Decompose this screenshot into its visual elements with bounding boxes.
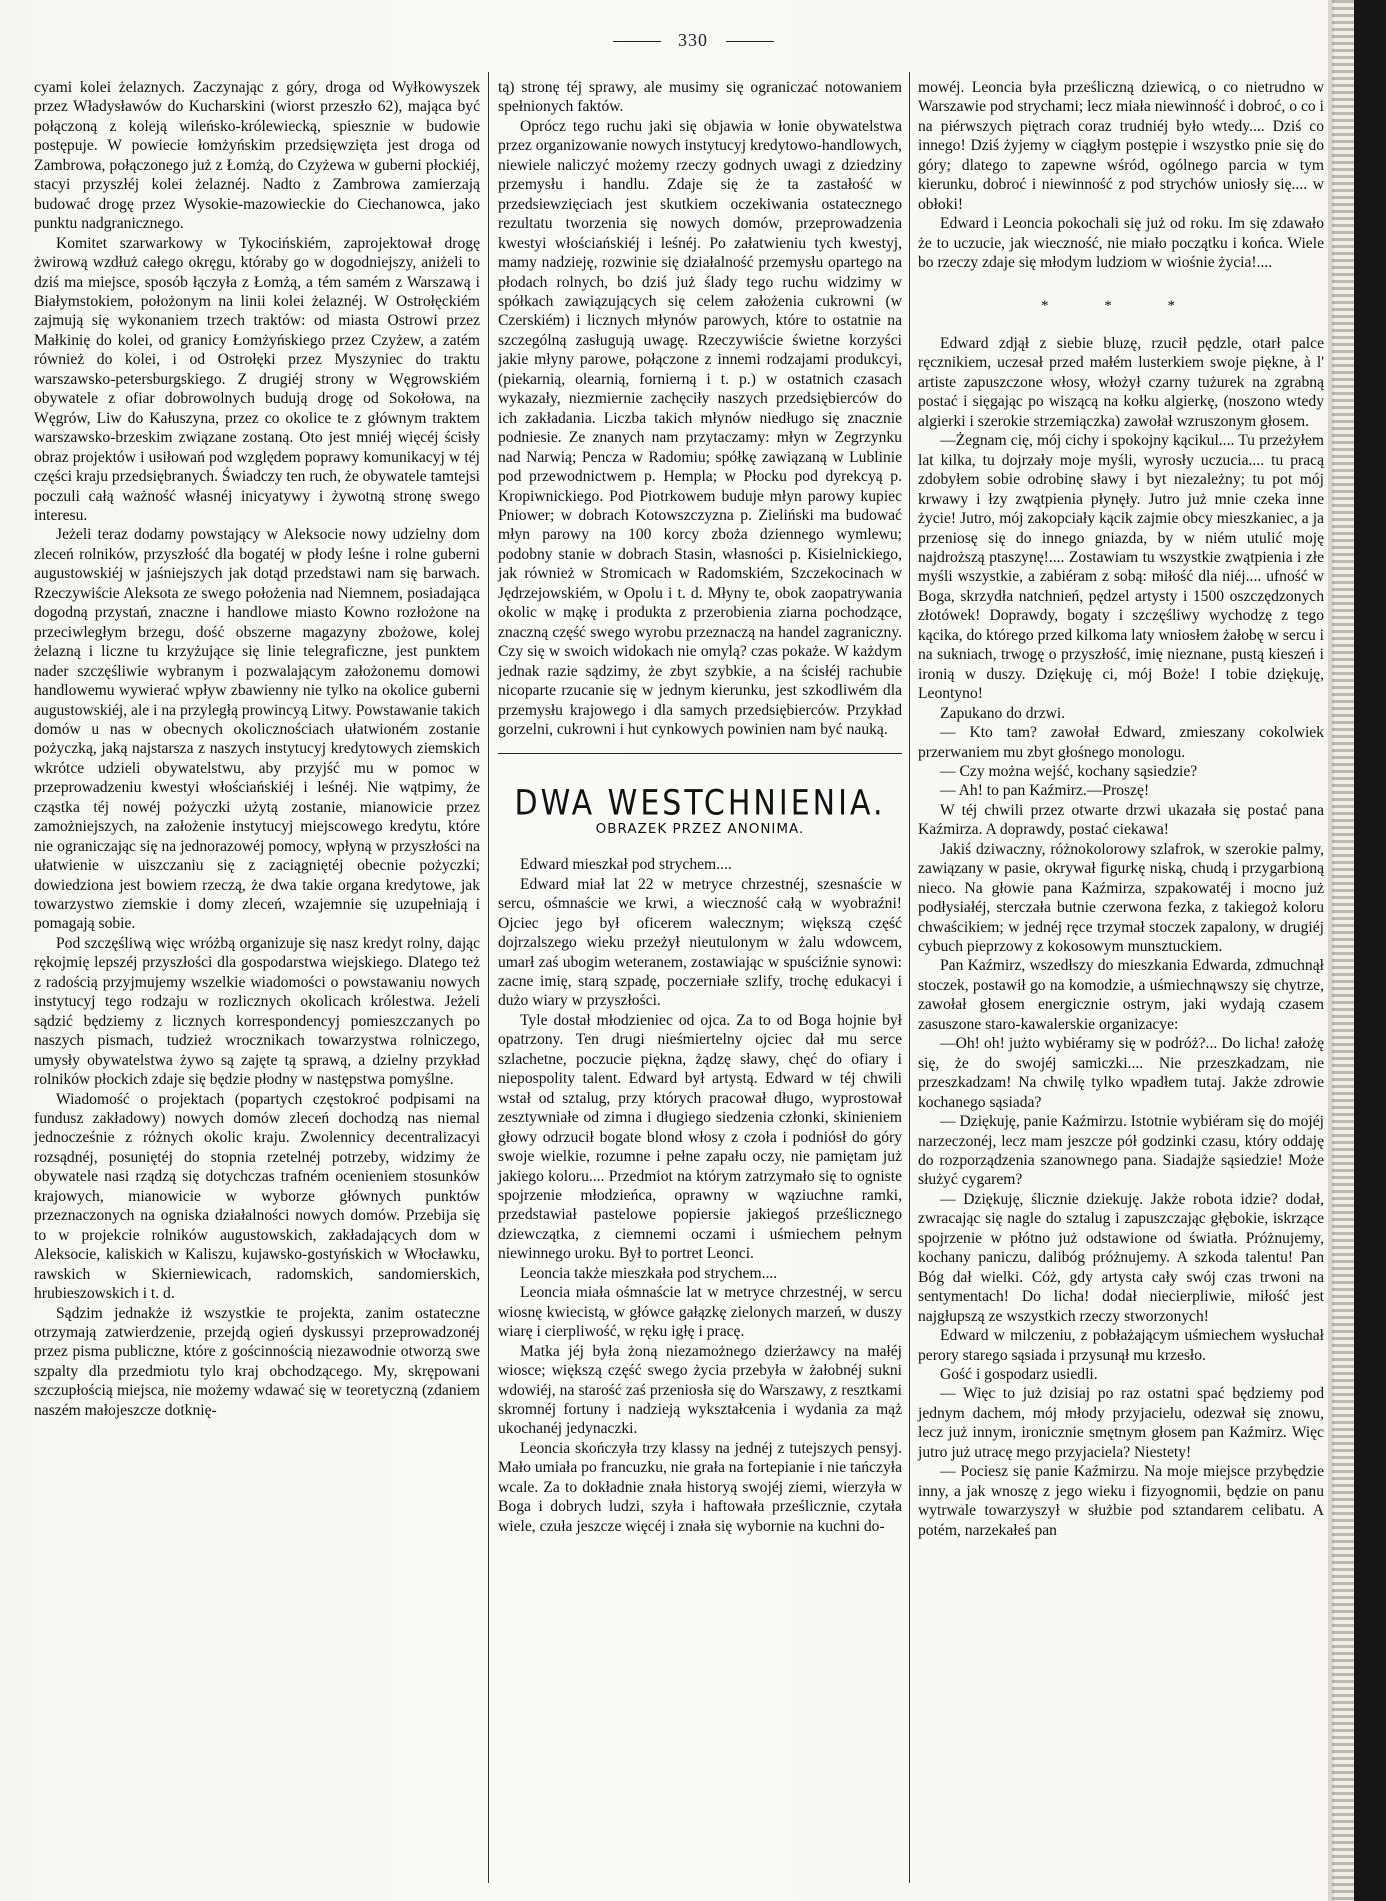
- folio-rule-right: [726, 41, 774, 42]
- page-number-text: 330: [678, 30, 708, 50]
- story-column-3: [918, 78, 1324, 1540]
- paragraph: mowéj. Leoncia była prześliczną dziewicą, o co nietrudno w Warszawie pod strychami; lecz miała niewinność i dobroć, o co i na piérwszych piętrach coraz trudniéj było wtedy.... Dziś co innego! Dziś żyjemy w ciągłym postępie i wszystko pnie się do góry; dlatego to zapewne wśród, ogólnego parcia w tym kierunku, dobroć i niewinność z pod strychów uniosły się.... w obłoki!: [918, 79, 1324, 213]
- paragraph: Edward w milczeniu, z pobłażającym uśmiechem wysłuchał perory starego sąsiada i przysunął mu krzesło.: [918, 1327, 1324, 1364]
- paragraph: Leoncia także mieszkała pod strychem....: [520, 1264, 778, 1282]
- paragraph: Oprócz tego ruchu jaki się objawia w łonie obywatelstwa przez organizowanie nowych instytucyj kredytowo-handlowych, niewiele naliczyć możemy rzeczy godnych uwagi z dziedziny przemysłu i handlu. Zdaje się że ta zastałość w przedsiewzięciach jest skutkiem oczekiwania ostatecznego rezultatu tworzenia się nowych domów, przeprowadzenia kwestyi włościańskiéj i leśnéj. Po załatwieniu tych kwestyj, mamy nadzieję, rozwinie się działalność przemysłu opartego na płodach rolnych, bo dziś już ślady tego ruchu widzimy w spółkach zawiązujących się celem założenia cukrowni (w Czerskiém) i licznych młynów parowych, które to ostatnie na szczególną zasługują uwagę. Rzeczywiście świetne korzyści jakie młyny parowe, połączone z innemi rodzajami produkcyi, (piekarnią, olearnią, fornierną i t. p.) w ostatnich czasach wykazały, niezmiernie zachęciły naszych przedsiębierców do ich zakładania. Liczba takich młynów niedługo się znacznie podniesie. Ze znanych nam przytaczamy: młyn w Zegrzynku nad Narwią; Pencza w Radomiu; spółkę zawiązaną w Lublinie pod przewodnictwem p. Hempla; w Płocku pod dyrekcyą p. Kropiwnickiego. Pod Piotrkowem buduje młyn parowy kupiec Pniower; w dobrach Kotowszczyzna p. Zieliński ma budować młyn parowy na 100 korcy zboża dziennego wymlewu; podobny stanie w dobrach Stasin, własności p. Kisielnickiego, jak również w Stromicach w Radomskiém, Szczekocinach w Jędrzejowskiém, w Opolu i t. d. Młyny te, obok zaopatrywania okolic w mąkę i produkta z przerobienia ziarna pochodzące, znaczną część swego wyrobu przeznaczą na handel zagraniczny. Czy się w swoich widokach nie omylą? czas pokaże. W każdym jednak razie sądzimy, że zbyt szybkie, a na ścisłéj rachubie nicoparte rzucanie się w jednym kierunku, jest szkodliwém dla przemysłu krajowego i dla samych przedsiębierców. Przykład gorzelni, cukrowni i hut cynkowych powinien nam być nauką.: [498, 117, 902, 738]
- paragraph: Edward i Leoncia pokochali się już od roku. Im się zdawało że to uczucie, jak wieczność, nie miało początku i końca. Wiele bo rzeczy zdaje się młodym ludziom w wiośnie życia!....: [918, 215, 1324, 272]
- paragraph: — Więc to już dzisiaj po raz ostatni spać będziemy pod jednym dachem, mój młody przyjacielu, odezwał się znowu, lecz już innym, ironicznie smętnym głosem pan Kaźmirz. Więc jutro już utracę mego przyjaciela? Niestety!: [918, 1385, 1324, 1461]
- binding-edge: [1354, 0, 1386, 1901]
- paragraph: — Czy można wejść, kochany sąsiedzie?: [940, 762, 1198, 780]
- folio-rule-left: [613, 41, 661, 42]
- paragraph: — Dziękuję, ślicznie dziekuję. Jakże robota idzie? dodał, zwracając się nagle do sztalug i zapuszczając głębokie, iskrzące spojrzenie w płótno już odstawione od światła. Próżnujemy, kochany paniczu, dalibóg próżnujemy. A szkoda talentu! Pan Bóg dał wielki. Cóż, gdy artysta cały swój czas trwoni na sentymentach! Do licha! dodał niecierpliwie, miłość jest najgłupszą ze wszystkich rzeczy stworzonych!: [918, 1190, 1324, 1325]
- paragraph: Pan Kaźmirz, wszedłszy do mieszkania Edwarda, zdmuchnął stoczek, postawił go na komodzie, a uśmiechnąwszy się chytrze, zawołał głosem energicznie ostrym, jaki wydają czasem zasuszone staro-kawalerskie organizacye:: [918, 957, 1324, 1033]
- story-title: DWA WESTCHNIENIA.: [514, 783, 886, 824]
- paragraph: cyami kolei żelaznych. Zaczynając z góry, droga od Wyłkowyszek przez Władysławów do Kucharskini (wiorst przeszło 62), mająca być połączoną z koleją wileńsko-królewiecką, spiesznie w budowie postępuje. W powiecie łomżyńskim przedsięwzięta jest droga od Zambrowa, połączonego już z Łomżą, do Czyżewa w guberni płockiéj, stacyi przyszłéj kolei żelaznéj. Nadto z Zambrowa zamierzają budować drogę przez Wysokie-mazowieckie do Ciechanowca, jako punktu nadgranicznego.: [34, 79, 480, 233]
- paragraph: — Pociesz się panie Kaźmirzu. Na moje miejsce przybędzie inny, a jak wnoszę z jego wieku i fizyognomii, będzie on panu wytrwale towarzyszył w służbie pod sztandarem celibatu. A potém, narzekałeś pan: [918, 1463, 1324, 1539]
- paragraph: — Dziękuję, panie Kaźmirzu. Istotnie wybiéram się do mojéj narzeczonéj, lecz mam jeszcze pół godzinki czasu, który oddaję do rozporządzenia szanownego pana. Siadajże sąsiedzie! Może służyć cygarem?: [918, 1113, 1324, 1189]
- paragraph: Sądzim jednakże iż wszystkie te projekta, zanim ostateczne otrzymają zatwierdzenie, przejdą ogień dyskussyi przeprowadzonéj przez pisma publiczne, które z gościnnością niezawodnie otworzą swe szpalty dla przedmiotu tylo kraj obchodzącego. My, skrępowani szczupłością miejsca, nie możemy wdawać się w teoretyczną (zdaniem naszém małojeszcze dotknię-: [34, 1304, 480, 1419]
- paragraph: Tyle dostał młodzieniec od ojca. Za to od Boga hojnie był opatrzony. Ten drugi nieśmiertelny ojciec dał mu serce szlachetne, poczucie piękna, żądzę sławy, chęć do ofiary i niepospolity talent. Edward był artystą. Edward w téj chwili wstał od sztalug, przy których pracował długo, wyprostował zesztywniałe od zimna i długiego siedzenia członki, skinieniem głowy odrzucił bogate blond włosy z czoła i podniósł do góry swoje wielkie, rozumne i pełne zapału oczy, nie pamiętam już jakiego koloru.... Przedmiot na którym zatrzymało się to ogniste spojrzenie młodzieńca, oprawny w wąziuchne ramki, przedstawiał pastelowe popiersie jakiegoś prześlicznego dziewczątka, z ciemnemi oczami i uśmiechem pełnym niewinnego uroku. Był to portret Leonci.: [498, 1011, 902, 1263]
- paragraph: — Ah! to pan Kaźmirz.—Proszę!: [940, 782, 1150, 800]
- story-subtitle: OBRAZEK PRZEZ ANONIMA.: [595, 820, 805, 837]
- article-column-2: [498, 78, 902, 1536]
- article-column-1: [34, 78, 480, 1420]
- adjacent-page-strip: [1332, 0, 1354, 1901]
- paragraph: Jakiś dziwaczny, różnokolorowy szlafrok, w szerokie palmy, zawiązany w pasie, okrywał figurkę niską, chudą i przygarbioną nieco. Na głowie pana Kaźmirza, szpakowatéj i mocno już podłysiałéj, sterczała butnie czerwona fezka, z takiegoż koloru chwaścikiem; w jednéj ręce trzymał stoczek zapalony, w drugiéj cybuch pieprzowy z kokosowym munsztuckiem.: [918, 840, 1324, 956]
- paragraph: tą) stronę téj sprawy, ale musimy się ograniczać notowaniem spełnionych faktów.: [498, 79, 902, 116]
- section-rule: [498, 753, 902, 754]
- paragraph: Gość i gospodarz usiedli.: [940, 1366, 1098, 1383]
- paragraph: Edward mieszkał pod strychem....: [520, 856, 732, 874]
- paragraph: — Kto tam? zawołał Edward, zmieszany cokolwiek przerwaniem mu zbyt głośnego monologu.: [918, 724, 1324, 761]
- paragraph: —Żegnam cię, mój cichy i spokojny kącikul.... Tu przeżyłem lat kilka, tu dojrzały moje myśli, wyrosły uczucia.... tu pracą zdobyłem sobie odrobinę sławy i byt niezależny; tu pot mój krwawy i łzy zwątpienia płynęły. Jutro już mnie czeka inne życie! Jutro, mój zakopciały kącik zajmie obcy mieszkaniec, a ja przeniosę się do innego gniazda, by w niém utulić moję najdroższą ptaszynę!.... Zostawiam tu wszystkie zwątpienia i złe myśli wszystkie, a zabiéram z sobą: miłość dla niéj.... ufność w Boga, skrzydła natchnień, pędzel artysty i 1500 oszczędzonych złotówek! Doprawdy, bogaty i szczęśliwy wychodzę z tego kącika, do którego przed kilkoma laty wniosłem żałobę w sercu i na sukniach, trwogę o przyszłość, imię nieznane, pustą kieszeń i ironią w duszy. Dziękuję ci, mój Boże! I tobie dziękuję, Leontyno!: [918, 432, 1324, 703]
- paragraph: Zapukano do drzwi.: [940, 704, 1066, 722]
- column-divider: [909, 72, 910, 1883]
- paragraph: Edward miał lat 22 w metryce chrzestnéj, szesnaście w sercu, ośmnaście we krwi, a wieczność całą w wyobraźni! Ojciec jego był oficerem walecznym; większą część dojrzalszego wieku przeżył nieutulonym w żalu wdowcem, umarł zaś ubogim weteranem, zostawiając w spuściźnie synowi: zacne imię, starą szpadę, poczerniałe szlify, trochę edukacyi i dużo wiary w przyszłości.: [498, 875, 902, 1010]
- paragraph: Komitet szarwarkowy w Tykocińskiém, zaprojektował drogę żwirową wzdłuż całego okręgu, któraby go w dogodniejszy, aniżeli to dziś ma miejsce, sposób łączyła z Łomżą, a tém samém z Warszawą i Białymstokiem, położonym na linii kolei żelaznéj. W Ostrołęckiém zajmują się wykonaniem trzech traktów: od miasta Ostrowi przez Małkinię do kolei, od granicy Łomżyńskiego przez Czyżew, a zatém również do kolei, i od Ostrołęki przez Myszyniec do traktu warszawsko-petersburgskiego. Z drugiéj strony w Węgrowskiém obywatele z ofiar dobrowolnych budują drogę od Sokołowa, na Węgrów, Liw do Kałuszyna, przez co okolice te z głównym traktem warszawsko-brzeskim związane zostaną. Oto jest mniéj więcéj ścisły obraz projektów i usiłowań pod względem poprawy komunikacyj w téj części kraju przedsiębranych. Świadczy ten ruch, że obywatele tamtejsi poczuli całą ważność własnéj inicyatywy i żywotną stronę swego interesu.: [34, 234, 480, 524]
- paragraph: W téj chwili przez otwarte drzwi ukazała się postać pana Kaźmirza. A doprawdy, postać ciekawa!: [918, 801, 1324, 839]
- paragraph: Leoncia miała ośmnaście lat w metryce chrzestnéj, w sercu wiosnę kwiecistą, w główce gałązkę zielonych marzeń, w duszy wiarę i cierpliwość, w ręku igłę i pracę.: [498, 1284, 902, 1341]
- paragraph: Leoncia skończyła trzy klassy na jednéj z tutejszych pensyj. Mało umiała po francuzku, nie grała na fortepianie i nie tańczyła wcale. Za to dokładnie znała historyą swojéj ziemi, wierzyła w Boga i dobrych ludzi, szyła i haftowała prześlicznie, czytała wiele, czuła jeszcze więcéj i znała się wybornie na kuchni do-: [498, 1439, 902, 1535]
- column-divider: [488, 72, 489, 1883]
- paragraph: Pod szczęśliwą więc wróżbą organizuje się nasz kredyt rolny, dając rękojmię lepszéj przyszłości dla gospodarstwa wiejskiego. Dlatego też z radością przyjmujemy wszelkie wiadomości o powstawaniu nowych instytucyj tego rodzaju w rozlicznych okolicach królestwa. Jeżeli sądzić będziemy z licznych korrespondencyj pomieszczanych po naszych pismach, tudzież wrocznikach towarzystwa rolniczego, umysły obywatelstwa żywo są zajęte tą sprawą, a dzielny przykład rolników płockich zdaje się będzie płodny w następstwa pomyślne.: [34, 934, 480, 1089]
- paragraph: Wiadomość o projektach (popartych częstokroć podpisami na fundusz zakładowy) nowych domów zleceń dochodzą nas niemal jednocześnie z różnych okolic kraju. Zwolennicy decentralizacyi rozsądnéj, posuniętéj do stopnia rzetelnéj potrzeby, widzimy że obywatele nasi rządzą się dotychczas trafném ocenieniem stosunków krajowych, mianowicie w wyborze głównych punktów przeznaczonych na ogniska działalności nowych domów. Przebija się to w projekcie rolników augustowskich, zakładających dom w Aleksocie, kaliskich w Kaliszu, kujawsko-gostyńskich w Włocławku, rawskich w Skierniewicach, radomskich, sandomierskich, hrubieszowskich i t. d.: [34, 1090, 480, 1303]
- paragraph: Edward zdjął z siebie bluzę, rzucił pędzle, otarł palce ręcznikiem, uczesał przed małém lusterkiem swoje piękne, à l' artiste zapuszczone włosy, włożył czarny tużurek na zgrabną postać i sięgając po wiszącą na kołku algierkę, (noszono wtedy algierki i szerokie strzemiączka) zawołał wzruszonym głosem.: [918, 334, 1324, 430]
- page-number: [0, 30, 1386, 51]
- section-break-stars: * * *: [1041, 297, 1201, 314]
- paragraph: Jeżeli teraz dodamy powstający w Aleksocie nowy udzielny dom zleceń rolników, przyszłość dla bogatéj w płody leśne i rolne guberni augustowskiéj w jaśniejszych jak dotąd przedstawi nam się barwach. Rzeczywiście Aleksota ze swego położenia nad Niemnem, posiadająca dogodną przystań, znaczne i handlowe miasto Kowno rozłożone na przeciwległym brzegu, dość obszerne magazyny zbożowe, kolej żelazną i liczne tu krzyżujące się linie telegraficzne, jest punktem nader szczęśliwie wybranym i pozwalającym założonemu domowi handlowemu wywierać wpływ zbawienny nie tylko na okolice guberni augustowskiéj, ale i na przyległą prowincyą Litwy. Powstawanie takich domów u nas w obecnych okolicznościach ułatwioném zostanie pożyczką, jaką najstarsza z naszych instytucyj kredytowych ziemskich wkrótce udzieli obywatelstwu, aby przyjść mu w pomoc w przeprowadzeniu kwestyi włościańskiéj i leśnéj. Nie wątpimy, że cząstka téj nowéj pożyczki użytą zostanie, mianowicie przez zamożniejszych, na założenie instytucyj miejscowego kredytu, które nie ograniczając się na jednorazowéj pomocy, wpłyną w przyszłości na ułatwienie w uiszczaniu się z zaciągniętéj obecnie pożyczki; dowiedziona jest bowiem rzeczą, że dwa takie organa kredytowe, jak towarzystwo ziemskie i domy zleceń, wzajemnie się uzupełniają i pomagają sobie.: [34, 526, 480, 933]
- paragraph: —Oh! oh! jużto wybiéramy się w podróż?... Do licha! założę się, że do swojéj samiczki.... Nie przeszkadzam, nie przeszkadzam! Na chwilę tylko wpadłem tutaj. Jakże zdrowie kochanego sąsiada?: [918, 1035, 1324, 1111]
- paragraph: Matka jéj była żoną niezamożnego dzierżawcy na małéj wiosce; większą część swego życia przebyła w żałobnéj sukni wdowiéj, na starość zaś przeniosła się do Warszawy, z resztkami skromnéj fortuny i nadzieją wykształcenia i wydania za mąż ukochanéj jedynaczki.: [498, 1342, 902, 1438]
